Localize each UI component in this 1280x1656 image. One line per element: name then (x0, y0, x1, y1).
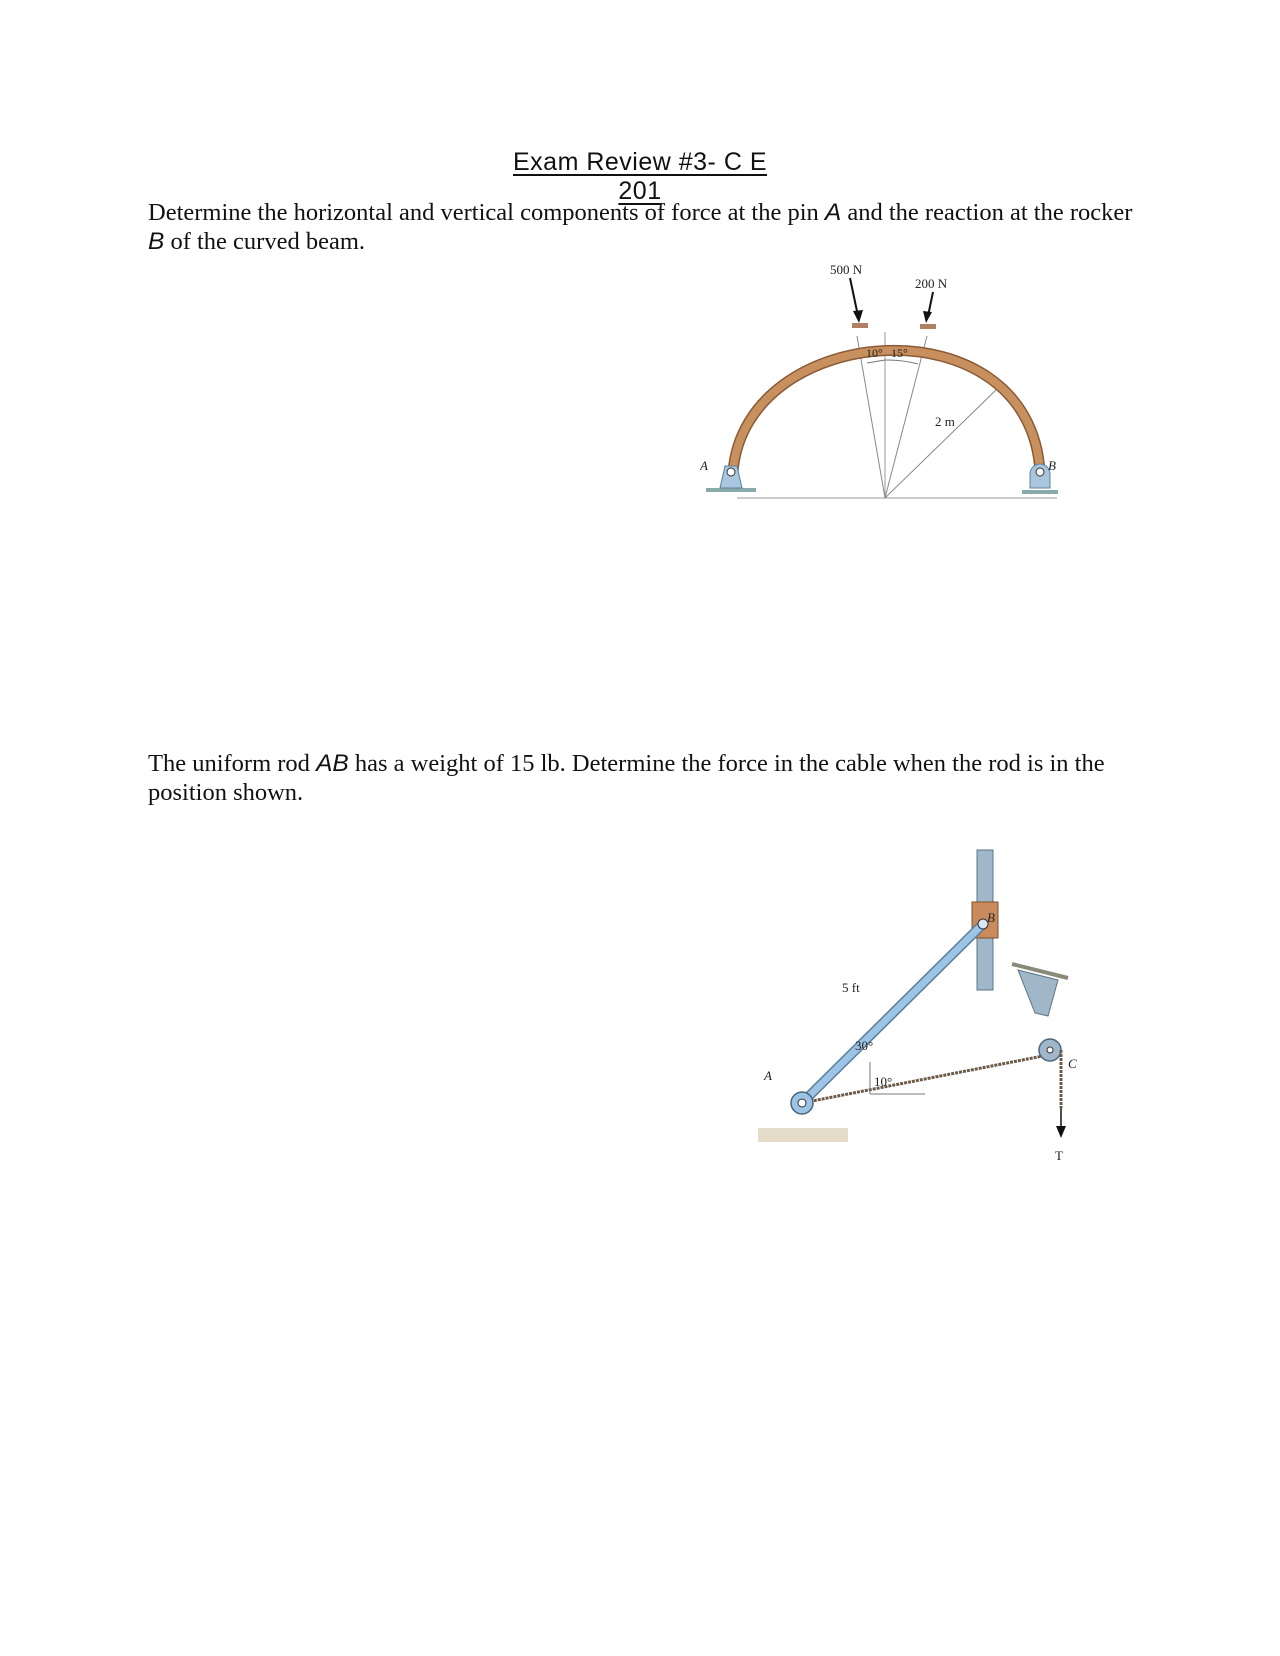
uniform-rod-figure (750, 840, 1130, 1190)
load-plate-1 (852, 323, 868, 328)
angle1-arc (867, 360, 885, 363)
problem-1-statement (148, 198, 1138, 256)
problem-1-var-a: A (824, 199, 842, 226)
ground-block (758, 1128, 848, 1142)
pulley-axle (1047, 1047, 1053, 1053)
problem-1-text-c: of the curved beam. (164, 228, 366, 255)
curved-beam (733, 350, 1040, 472)
angle2-arc (885, 360, 918, 364)
load-plate-2 (920, 324, 936, 329)
label-a: A (764, 1068, 772, 1083)
radius-line (885, 390, 996, 498)
problem-2-text-a: The uniform rod (148, 750, 317, 777)
pulley-bracket (1018, 970, 1058, 1016)
pin-a (727, 468, 735, 476)
angle2-label: 10° (874, 1074, 893, 1089)
page-title: Exam Review #3- C E 201 (512, 148, 768, 205)
length-label: 5 ft (842, 980, 860, 995)
label-t: T (1055, 1148, 1063, 1163)
force2-label: 200 N (915, 276, 948, 291)
curved-beam-outline (733, 350, 1040, 472)
rocker-pin-b (1036, 468, 1044, 476)
pin-label-a: A (700, 458, 708, 473)
problem-1-text-b: and the reaction at the rocker (841, 199, 1133, 226)
problem-1-text-a: Determine the horizontal and vertical components of force at the pin (148, 199, 825, 226)
problem-2-var-ab: AB (316, 750, 349, 777)
curved-beam-figure (700, 260, 1120, 540)
force2-arrowhead (923, 311, 932, 323)
angle1-label: 10° (866, 346, 883, 360)
radius-label: 2 m (935, 414, 955, 429)
force1-arrow-shaft (850, 278, 858, 316)
problem-2-statement (148, 749, 1138, 807)
force1-arrowhead (853, 310, 863, 323)
label-b: B (987, 910, 995, 925)
rocker-label-b: B (1048, 458, 1056, 473)
force1-label: 500 N (830, 262, 863, 277)
pin-a (798, 1099, 806, 1107)
angle1-label: 30° (855, 1038, 874, 1053)
problem-2-text-b: has a weight of 15 lb. Determine the force in the cable when the rod is in the position shown. (148, 750, 1105, 806)
pin-ground (706, 488, 756, 492)
label-c: C (1068, 1056, 1077, 1071)
rod-ab (802, 924, 983, 1103)
tension-arrowhead (1056, 1126, 1066, 1138)
rocker-ground (1022, 490, 1058, 494)
problem-1-var-b: B (148, 228, 165, 255)
angle2-label: 15° (891, 346, 908, 360)
